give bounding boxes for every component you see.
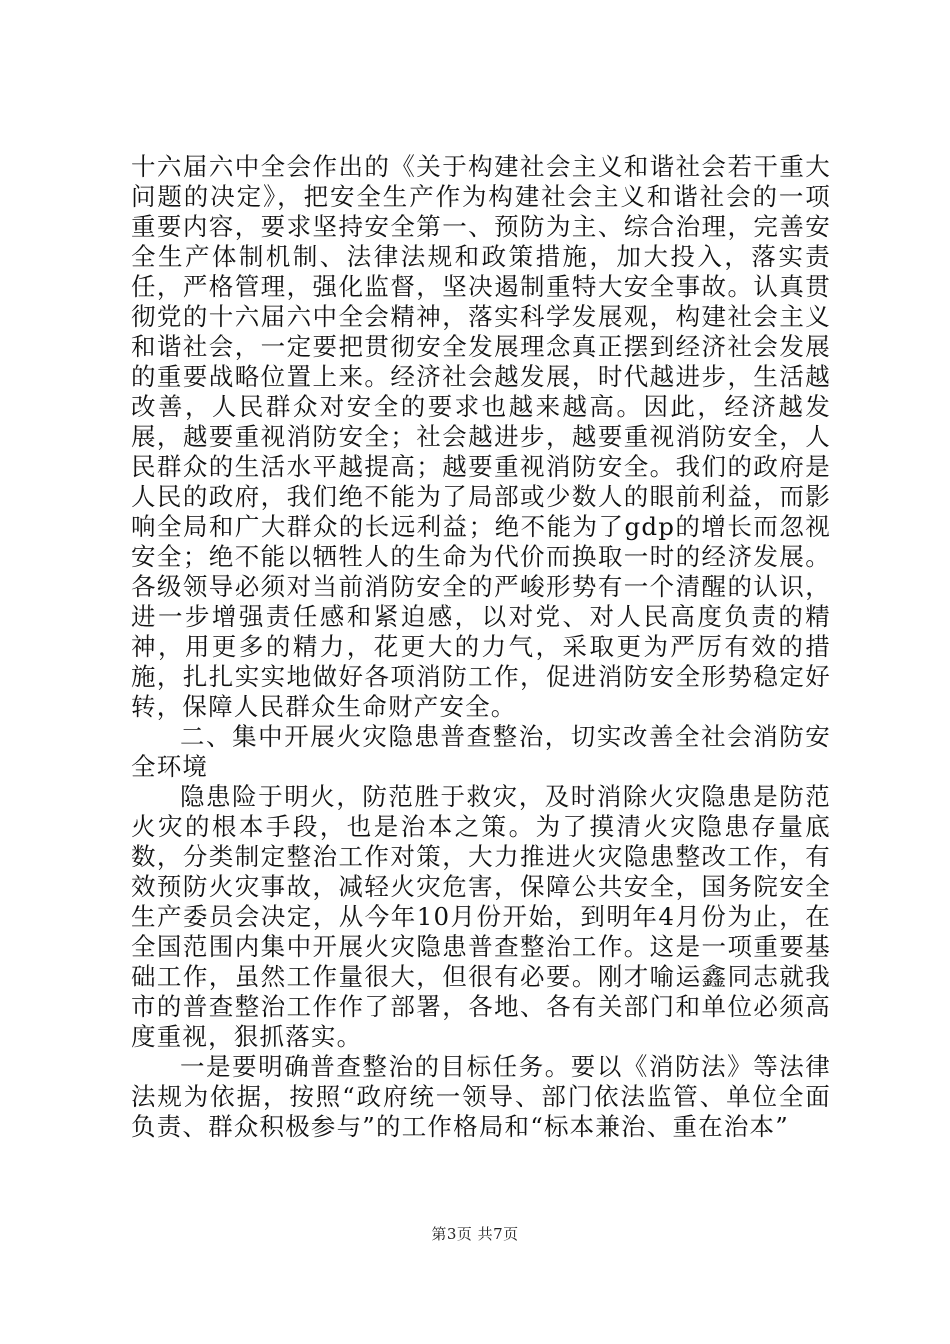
section-heading-2: 二、集中开展火灾隐患普查整治，切实改善全社会消防安全环境 xyxy=(131,722,831,781)
paragraph-goal-tasks: 一是要明确普查整治的目标任务。要以《消防法》等法律法规为依据，按照“政府统一领导、部门依法监管、单位全面负责、群众积极参与”的工作格局和“标本兼治、重在治本” xyxy=(131,1052,831,1141)
document-body xyxy=(131,152,831,1142)
paragraph-hazards: 隐患险于明火，防范胜于救灾，及时消除火灾隐患是防范火灾的根本手段，也是治本之策。为了摸清火灾隐患存量底数，分类制定整治工作对策，大力推进火灾隐患整改工作，有效预防火灾事故，减轻火灾危害，保障公共安全，国务院安全生产委员会决定，从今年10月份开始，到明年4月份为止，在全国范围内集中开展火灾隐患普查整治工作。这是一项重要基础工作，虽然工作量很大，但很有必要。刚才喻运鑫同志就我市的普查整治工作作了部署，各地、各有关部门和单位必须高度重视，狠抓落实。 xyxy=(131,782,831,1051)
page-footer: 第3页 共7页 xyxy=(431,1225,519,1243)
paragraph-continuation: 十六届六中全会作出的《关于构建社会主义和谐社会若干重大问题的决定》，把安全生产作为构建社会主义和谐社会的一项重要内容，要求坚持安全第一、预防为主、综合治理，完善安全生产体制机制、法律法规和政策措施，加大投入，落实责任，严格管理，强化监督，坚决遏制重特大安全事故。认真贯彻党的十六届六中全会精神，落实科学发展观，构建社会主义和谐社会，一定要把贯彻安全发展理念真正摆到经济社会发展的重要战略位置上来。经济社会越发展，时代越进步，生活越改善，人民群众对安全的要求也越来越高。因此，经济越发展，越要重视消防安全；社会越进步，越要重视消防安全，人民群众的生活水平越提高；越要重视消防安全。我们的政府是人民的政府，我们绝不能为了局部或少数人的眼前利益，而影响全局和广大群众的长远利益；绝不能为了gdp的增长而忽视安全；绝不能以牺牲人的生命为代价而换取一时的经济发展。各级领导必须对当前消防安全的严峻形势有一个清醒的认识，进一步增强责任感和紧迫感，以对党、对人民高度负责的精神，用更多的精力，花更大的力气，采取更为严厉有效的措施，扎扎实实地做好各项消防工作，促进消防安全形势稳定好转，保障人民群众生命财产安全。 xyxy=(131,152,831,721)
